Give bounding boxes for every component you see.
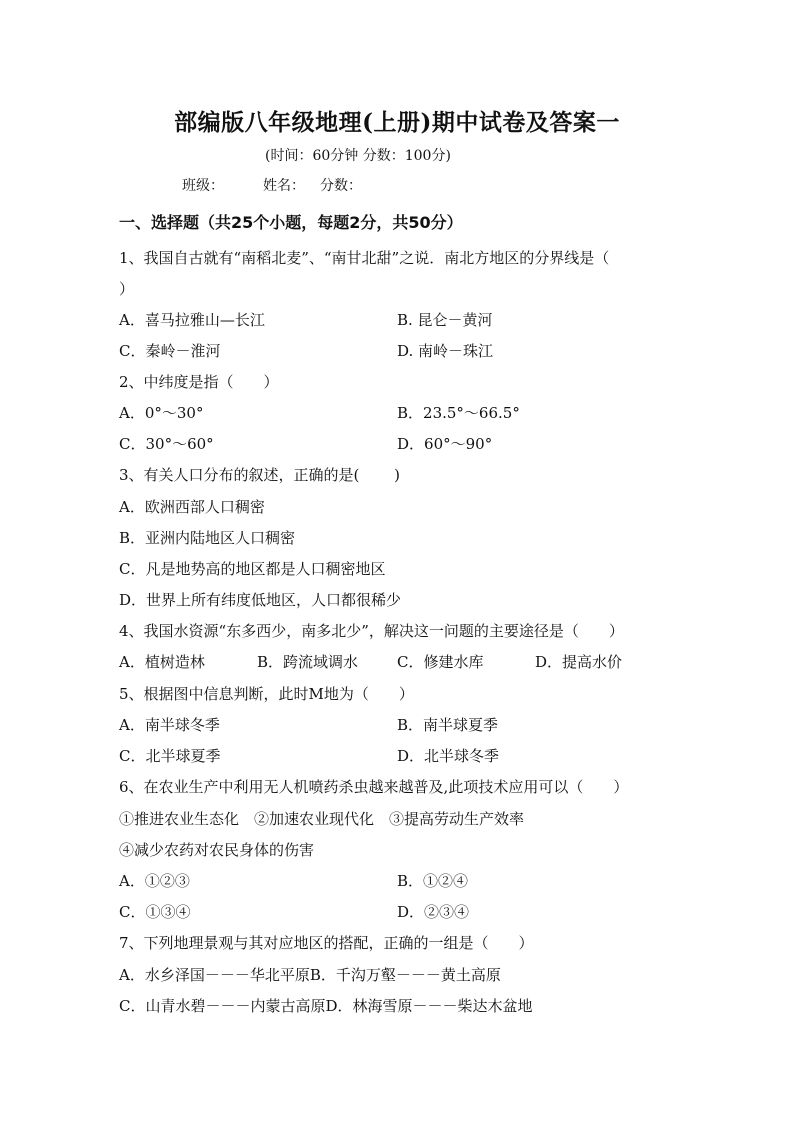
question-2-option-c: C．30°～60° bbox=[119, 435, 214, 453]
question-4-option-d: D．提高水价 bbox=[535, 653, 623, 671]
section-heading: 一、选择题（共25个小题，每题2分，共50分） bbox=[119, 213, 463, 232]
question-3-stem: 3、有关人口分布的叙述，正确的是( ) bbox=[119, 466, 401, 484]
score-label: 分数： bbox=[320, 178, 362, 194]
question-4-stem: 4、我国水资源“东多西少，南多北少”，解决这一问题的主要途径是（ ） bbox=[119, 622, 624, 640]
page-title: 部编版八年级地理(上册)期中试卷及答案一 bbox=[174, 109, 620, 136]
question-3-option-c: C．凡是地势高的地区都是人口稠密地区 bbox=[119, 560, 386, 578]
question-6-option-c: C．①③④ bbox=[119, 903, 191, 921]
question-5-option-d: D．北半球冬季 bbox=[397, 747, 500, 765]
question-2-option-b: B．23.5°～66.5° bbox=[397, 404, 520, 422]
question-5-option-c: C．北半球夏季 bbox=[119, 747, 221, 765]
question-4-option-c: C．修建水库 bbox=[397, 653, 484, 671]
question-3-option-a: A．欧洲西部人口稠密 bbox=[119, 498, 265, 516]
question-7-stem: 7、下列地理景观与其对应地区的搭配，正确的一组是（ ） bbox=[119, 934, 534, 952]
class-label: 班级： bbox=[182, 178, 224, 194]
question-1-option-c: C．秦岭－淮河 bbox=[119, 342, 221, 360]
question-4-option-a: A．植树造林 bbox=[119, 653, 205, 671]
question-6-items-1: ①推进农业生态化 ②加速农业现代化 ③提高劳动生产效率 bbox=[119, 810, 525, 828]
question-6-option-d: D．②③④ bbox=[397, 903, 470, 921]
question-2-option-a: A．0°～30° bbox=[119, 404, 204, 422]
question-1-stem-cont: ） bbox=[119, 280, 135, 298]
question-5-stem: 5、根据图中信息判断，此时M地为（ ） bbox=[119, 685, 414, 703]
question-2-option-d: D．60°～90° bbox=[397, 435, 493, 453]
question-6-option-a: A．①②③ bbox=[119, 872, 190, 890]
exam-info: (时间：60分钟 分数：100分) bbox=[265, 148, 451, 164]
question-1-option-d: D. 南岭－珠江 bbox=[397, 342, 494, 360]
question-6-stem: 6、在农业生产中利用无人机喷药杀虫越来越普及,此项技术应用可以（ ） bbox=[119, 778, 629, 796]
question-1-stem: 1、我国自古就有“南稻北麦”、“南甘北甜”之说．南北方地区的分界线是（ bbox=[119, 249, 610, 267]
question-7-options-ab: A．水乡泽国－－－华北平原B．千沟万壑－－－黄土高原 bbox=[119, 966, 501, 984]
question-7-options-cd: C．山青水碧－－－内蒙古高原D．林海雪原－－－柴达木盆地 bbox=[119, 997, 533, 1015]
question-3-option-b: B．亚洲内陆地区人口稠密 bbox=[119, 529, 296, 547]
question-3-option-d: D．世界上所有纬度低地区，人口都很稀少 bbox=[119, 591, 402, 609]
question-1-option-a: A．喜马拉雅山—长江 bbox=[119, 311, 265, 329]
question-5-option-a: A．南半球冬季 bbox=[119, 716, 220, 734]
question-5-option-b: B．南半球夏季 bbox=[397, 716, 499, 734]
question-2-stem: 2、中纬度是指（ ） bbox=[119, 373, 279, 391]
question-6-option-b: B．①②④ bbox=[397, 872, 469, 890]
question-4-option-b: B．跨流域调水 bbox=[257, 653, 359, 671]
question-6-items-2: ④减少农药对农民身体的伤害 bbox=[119, 841, 315, 859]
name-label: 姓名： bbox=[263, 178, 305, 194]
question-1-option-b: B. 昆仑－黄河 bbox=[397, 311, 493, 329]
